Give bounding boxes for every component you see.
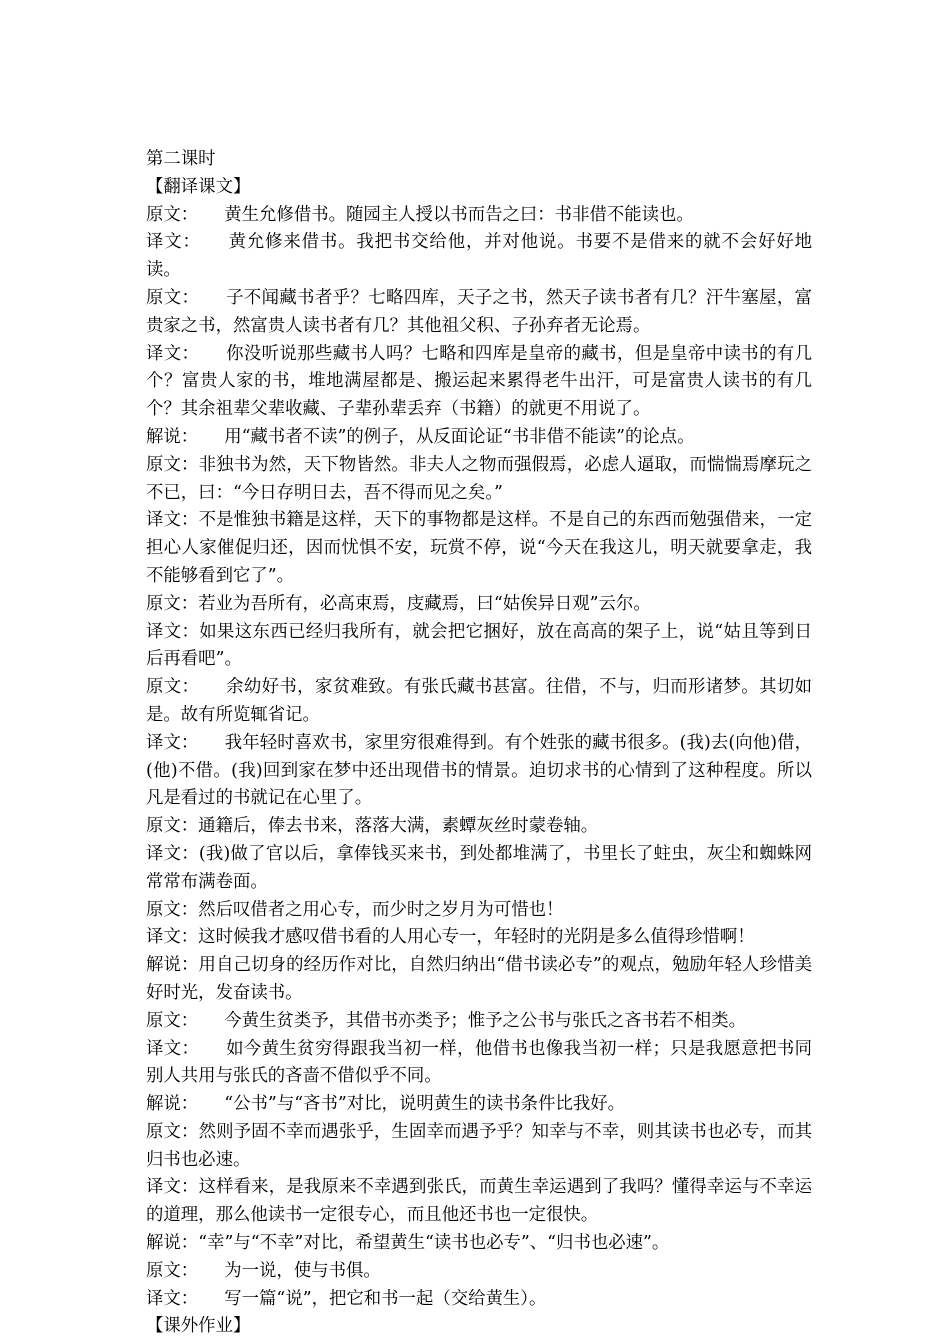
paragraph: 解说：“幸”与“不幸”对比，希望黄生“读书也必专”、“归书也必速”。 — [146, 1233, 670, 1254]
paragraph: 原文：然后叹借者之用心专，而少时之岁月为可惜也！ — [146, 899, 564, 920]
paragraph: 原文： 为一说，使与书俱。 — [146, 1260, 381, 1281]
paragraph: 原文： 余幼好书，家贫难致。有张氏藏书甚富。往借，不与，归而形诸梦。其切如是。故有所览辄省记。 — [146, 677, 812, 725]
paragraph: 译文：这时候我才感叹借书看的人用心专一，年轻时的光阴是多么值得珍惜啊！ — [146, 927, 755, 948]
paragraph: 译文： 写一篇“说”，把它和书一起（交给黄生）。 — [146, 1288, 547, 1309]
paragraph: 译文：这样看来，是我原来不幸遇到张氏，而黄生幸运遇到了我吗？懂得幸运与不幸运的道理，那么他读书一定很专心，而且他还书也一定很快。 — [146, 1177, 812, 1226]
paragraph: 解说： “公书”与“吝书”对比，说明黄生的读书条件比我好。 — [146, 1094, 626, 1115]
section-heading-translate: 【翻译课文】 — [146, 176, 251, 197]
lesson-title: 第二课时 — [146, 149, 216, 169]
paragraph: 解说： 用“藏书者不读”的例子，从反面论证“书非借不能读”的论点。 — [146, 426, 695, 447]
section-heading-homework: 【课外作业】 — [146, 1316, 251, 1337]
paragraph: 原文：通籍后，俸去书来，落落大满，素蟫灰丝时蒙卷轴。 — [146, 816, 599, 837]
paragraph: 原文：若业为吾所有，必高束焉，庋藏焉，曰“姑俟异日观”云尔。 — [146, 593, 651, 614]
paragraph: 译文： 我年轻时喜欢书，家里穷很难得到。有个姓张的藏书很多。(我)去(向他)借，(他)不借。(我)回到家在梦中还出现借书的情景。迫切求书的心情到了这种程度。所以凡是看过的书就记在心里了。 — [146, 732, 812, 809]
paragraph: 解说：用自己切身的经历作对比，自然归纳出“借书读必专”的观点，勉励年轻人珍惜美好时光，发奋读书。 — [146, 955, 812, 1003]
paragraph: 译文： 你没听说那些藏书人吗？七略和四库是皇帝的藏书，但是皇帝中读书的有几个？富贵人家的书，堆地满屋都是、搬运起来累得老牛出汗，可是富贵人读书的有几个？其余祖辈父辈收藏、子辈孙辈丢弃（书籍）的就更不用说了。 — [146, 343, 812, 420]
paragraph: 译文：(我)做了官以后，拿俸钱买来书，到处都堆满了，书里长了蛀虫，灰尘和蜘蛛网常常布满卷面。 — [146, 843, 812, 892]
paragraph: 译文： 如今黄生贫穷得跟我当初一样，他借书也像我当初一样；只是我愿意把书同别人共用与张氏的吝啬不借似乎不同。 — [146, 1038, 812, 1087]
paragraph: 原文：然则予固不幸而遇张乎，生固幸而遇予乎？知幸与不幸，则其读书也必专，而其归书也必速。 — [146, 1121, 812, 1170]
paragraph: 原文： 子不闻藏书者乎？七略四库，天子之书，然天子读书者有几？汗牛塞屋，富贵家之书，然富贵人读书者有几？其他祖父积、子孙弃者无论焉。 — [146, 287, 812, 336]
paragraph: 原文： 黄生允修借书。随园主人授以书而告之曰：书非借不能读也。 — [146, 204, 694, 225]
paragraph: 译文：如果这东西已经归我所有，就会把它捆好，放在高高的架子上，说“姑且等到日后再看吧”。 — [146, 621, 812, 670]
paragraph: 译文：不是惟独书籍是这样，天下的事物都是这样。不是自己的东西而勉强借来，一定担心人家催促归还，因而忧惧不安，玩赏不停，说“今天在我这儿，明天就要拿走，我不能够看到它了”。 — [146, 510, 812, 586]
paragraph-list — [146, 202, 812, 1314]
paragraph: 原文：非独书为然，天下物皆然。非夫人之物而强假焉，必虑人逼取，而惴惴焉摩玩之不已，曰：“今日存明日去，吾不得而见之矣。” — [146, 454, 812, 503]
paragraph: 原文： 今黄生贫类予，其借书亦类予；惟予之公书与张氏之吝书若不相类。 — [146, 1010, 746, 1031]
paragraph: 译文： 黄允修来借书。我把书交给他，并对他说。书要不是借来的就不会好好地读。 — [146, 232, 812, 281]
document-body — [146, 146, 812, 1341]
